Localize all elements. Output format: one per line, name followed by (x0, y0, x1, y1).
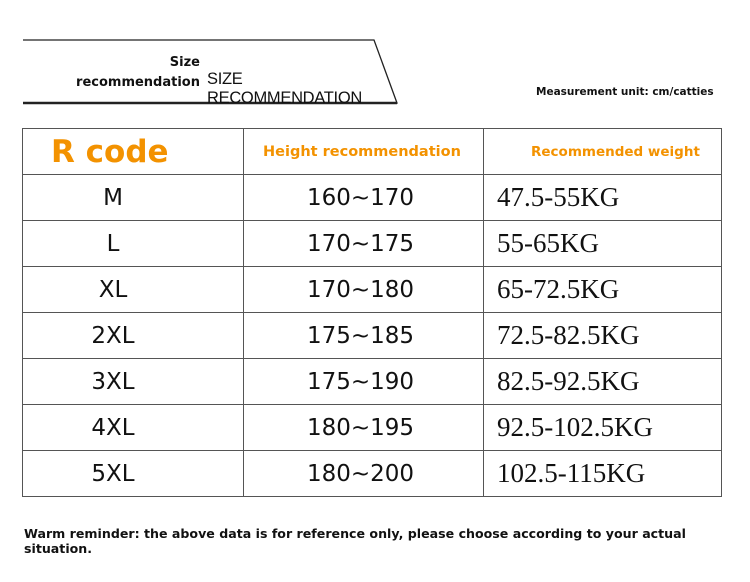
height-cell: 175~190 (244, 359, 484, 405)
table-row (23, 451, 722, 497)
warm-reminder: Warm reminder: the above data is for reference only, please choose according to your actual situation. (24, 526, 686, 556)
height-cell: 175~185 (244, 313, 484, 359)
size-cell: L (23, 221, 244, 267)
size-cell: M (23, 175, 244, 221)
table-row (23, 405, 722, 451)
weight-cell: 92.5-102.5KG (484, 405, 722, 451)
header-height: Height recommendation (244, 129, 484, 175)
size-table (22, 128, 722, 497)
size-cell: 2XL (23, 313, 244, 359)
banner-subtitle-line1: Size (169, 55, 200, 70)
height-cell: 160~170 (244, 175, 484, 221)
weight-cell: 82.5-92.5KG (484, 359, 722, 405)
height-cell: 170~180 (244, 267, 484, 313)
weight-cell: 72.5-82.5KG (484, 313, 722, 359)
header-weight: Recommended weight (484, 129, 722, 175)
table-row (23, 359, 722, 405)
header-r-code: R code (23, 129, 244, 175)
table-row (23, 267, 722, 313)
weight-cell: 47.5-55KG (484, 175, 722, 221)
weight-cell: 102.5-115KG (484, 451, 722, 497)
size-banner (22, 39, 398, 107)
height-cell: 170~175 (244, 221, 484, 267)
measurement-unit: Measurement unit: cm/catties (536, 86, 714, 98)
banner-subtitle-line2: recommendation (76, 75, 200, 90)
weight-cell: 65-72.5KG (484, 267, 722, 313)
banner-title: SIZE RECOMMENDATION (207, 70, 362, 107)
table-row (23, 313, 722, 359)
banner-subtitle (50, 53, 200, 93)
weight-cell: 55-65KG (484, 221, 722, 267)
height-cell: 180~195 (244, 405, 484, 451)
table-row (23, 175, 722, 221)
size-cell: 5XL (23, 451, 244, 497)
size-cell: 4XL (23, 405, 244, 451)
table-header-row (23, 129, 722, 175)
size-cell: 3XL (23, 359, 244, 405)
table-row (23, 221, 722, 267)
height-cell: 180~200 (244, 451, 484, 497)
size-cell: XL (23, 267, 244, 313)
